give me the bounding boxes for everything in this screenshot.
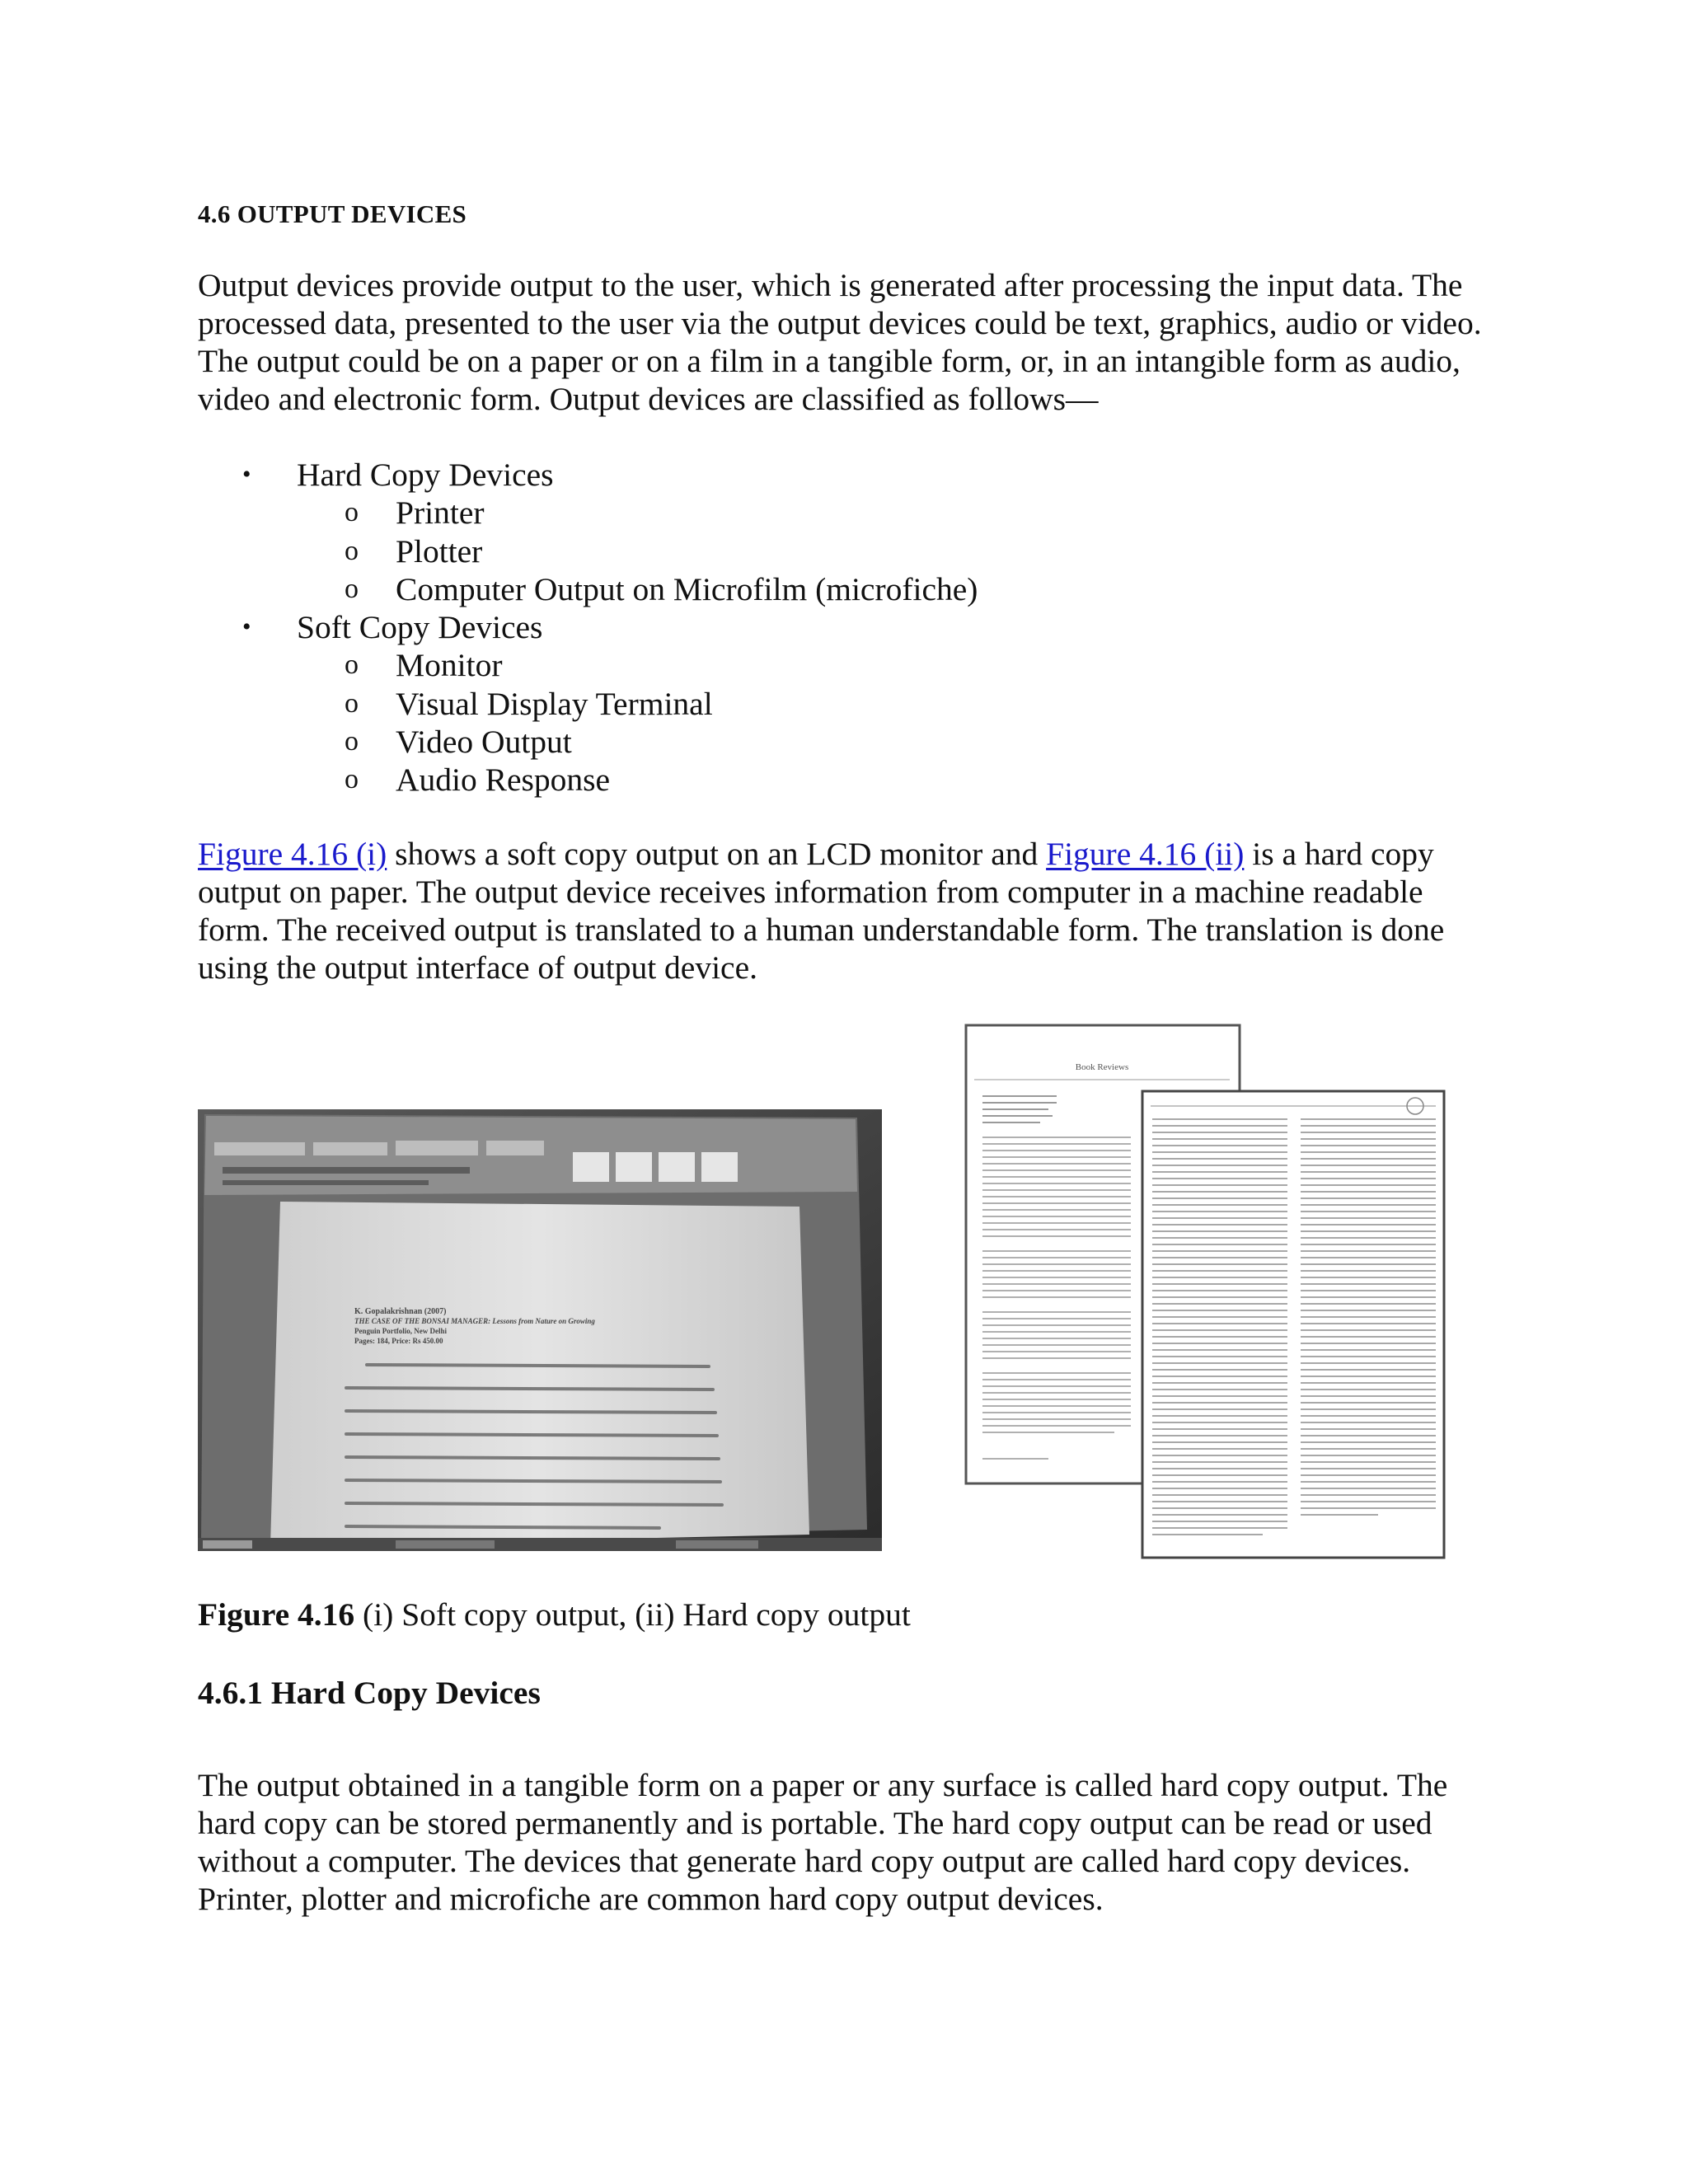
figure-4-16-ii-link[interactable]: Figure 4.16 (ii)	[1046, 836, 1245, 872]
figure-caption	[198, 1596, 911, 1633]
soft-copy-output-photo	[198, 1109, 882, 1551]
intro-paragraph: Output devices provide output to the user, which is generated after processing the input data. The processed data, presented to the user via the output devices could be text, graphics, audio or video. The output could be on a paper or on a film in a tangible form, or, in an intangible form as audio, video and electronic form. Output devices are classified as follows—	[198, 267, 1482, 417]
screen-doc-heading: K. Gopalakrishnan (2007)	[354, 1307, 447, 1316]
list-item-label: Visual Display Terminal	[396, 685, 713, 722]
sub-bullet-icon: o	[345, 535, 359, 566]
hard-copy-paragraph: The output obtained in a tangible form on a paper or any surface is called hard copy output. The hard copy can be stored permanently and is portable. The hard copy output can be read or used without a computer. The devices that generate hard copy output are called hard copy devices. Printer, plotter and microfiche are common hard copy output devices.	[198, 1767, 1448, 1917]
hard-copy-output-photo	[950, 1022, 1449, 1563]
list-item-label: Plotter	[396, 532, 483, 569]
paragraph-text: is a hard copy output on paper. The output device receives information from computer in a machine readable form. The received output is translated to a human understandable form. The translation is done using the output interface of output device.	[198, 836, 1445, 986]
list-item-label: Hard Copy Devices	[297, 457, 554, 493]
output-device-list	[198, 456, 978, 799]
sub-bullet-icon: o	[345, 649, 359, 681]
list-item-vdt	[198, 685, 978, 723]
list-item-label: Video Output	[396, 724, 572, 761]
subsection-heading: 4.6.1 Hard Copy Devices	[198, 1675, 541, 1711]
figure-caption-label: Figure 4.16	[198, 1596, 355, 1633]
list-item-plotter	[198, 532, 978, 570]
screen-doc-publisher: Penguin Portfolio, New Delhi	[354, 1327, 447, 1335]
on-screen-document	[270, 1202, 809, 1546]
printed-page-header: Book Reviews	[1075, 1062, 1129, 1072]
list-item-label: Printer	[396, 494, 485, 532]
figure-4-16-i-link[interactable]: Figure 4.16 (i)	[198, 836, 387, 872]
list-item-soft-copy	[198, 608, 978, 646]
figure-caption-text: (i) Soft copy output, (ii) Hard copy output	[354, 1596, 911, 1633]
list-item-video-output	[198, 723, 978, 761]
list-item-printer	[198, 494, 978, 532]
list-item-monitor	[198, 646, 978, 684]
screen-doc-subheading: THE CASE OF THE BONSAI MANAGER: Lessons from Nature on Growing	[354, 1317, 595, 1325]
sub-bullet-icon: o	[345, 687, 359, 719]
list-item-microfilm	[198, 570, 978, 608]
sub-bullet-icon: o	[345, 497, 359, 528]
figure-reference-paragraph	[198, 835, 1500, 987]
paragraph-text: shows a soft copy output on an LCD monitor and	[387, 836, 1047, 872]
sub-bullet-icon: o	[345, 573, 359, 604]
list-item-audio-response	[198, 761, 978, 799]
sub-bullet-icon: o	[345, 764, 359, 795]
list-item-label: Computer Output on Microfilm (microfiche)	[396, 570, 978, 607]
bullet-icon: •	[242, 461, 251, 488]
list-item-label: Monitor	[396, 647, 503, 684]
list-item-label: Audio Response	[396, 762, 611, 799]
list-item-label: Soft Copy Devices	[297, 609, 543, 646]
sub-bullet-icon: o	[345, 726, 359, 757]
bullet-icon: •	[242, 613, 251, 641]
screen-doc-pages: Pages: 184, Price: Rs 450.00	[354, 1337, 443, 1345]
list-item-hard-copy	[198, 456, 978, 494]
section-heading: 4.6 OUTPUT DEVICES	[198, 199, 467, 228]
